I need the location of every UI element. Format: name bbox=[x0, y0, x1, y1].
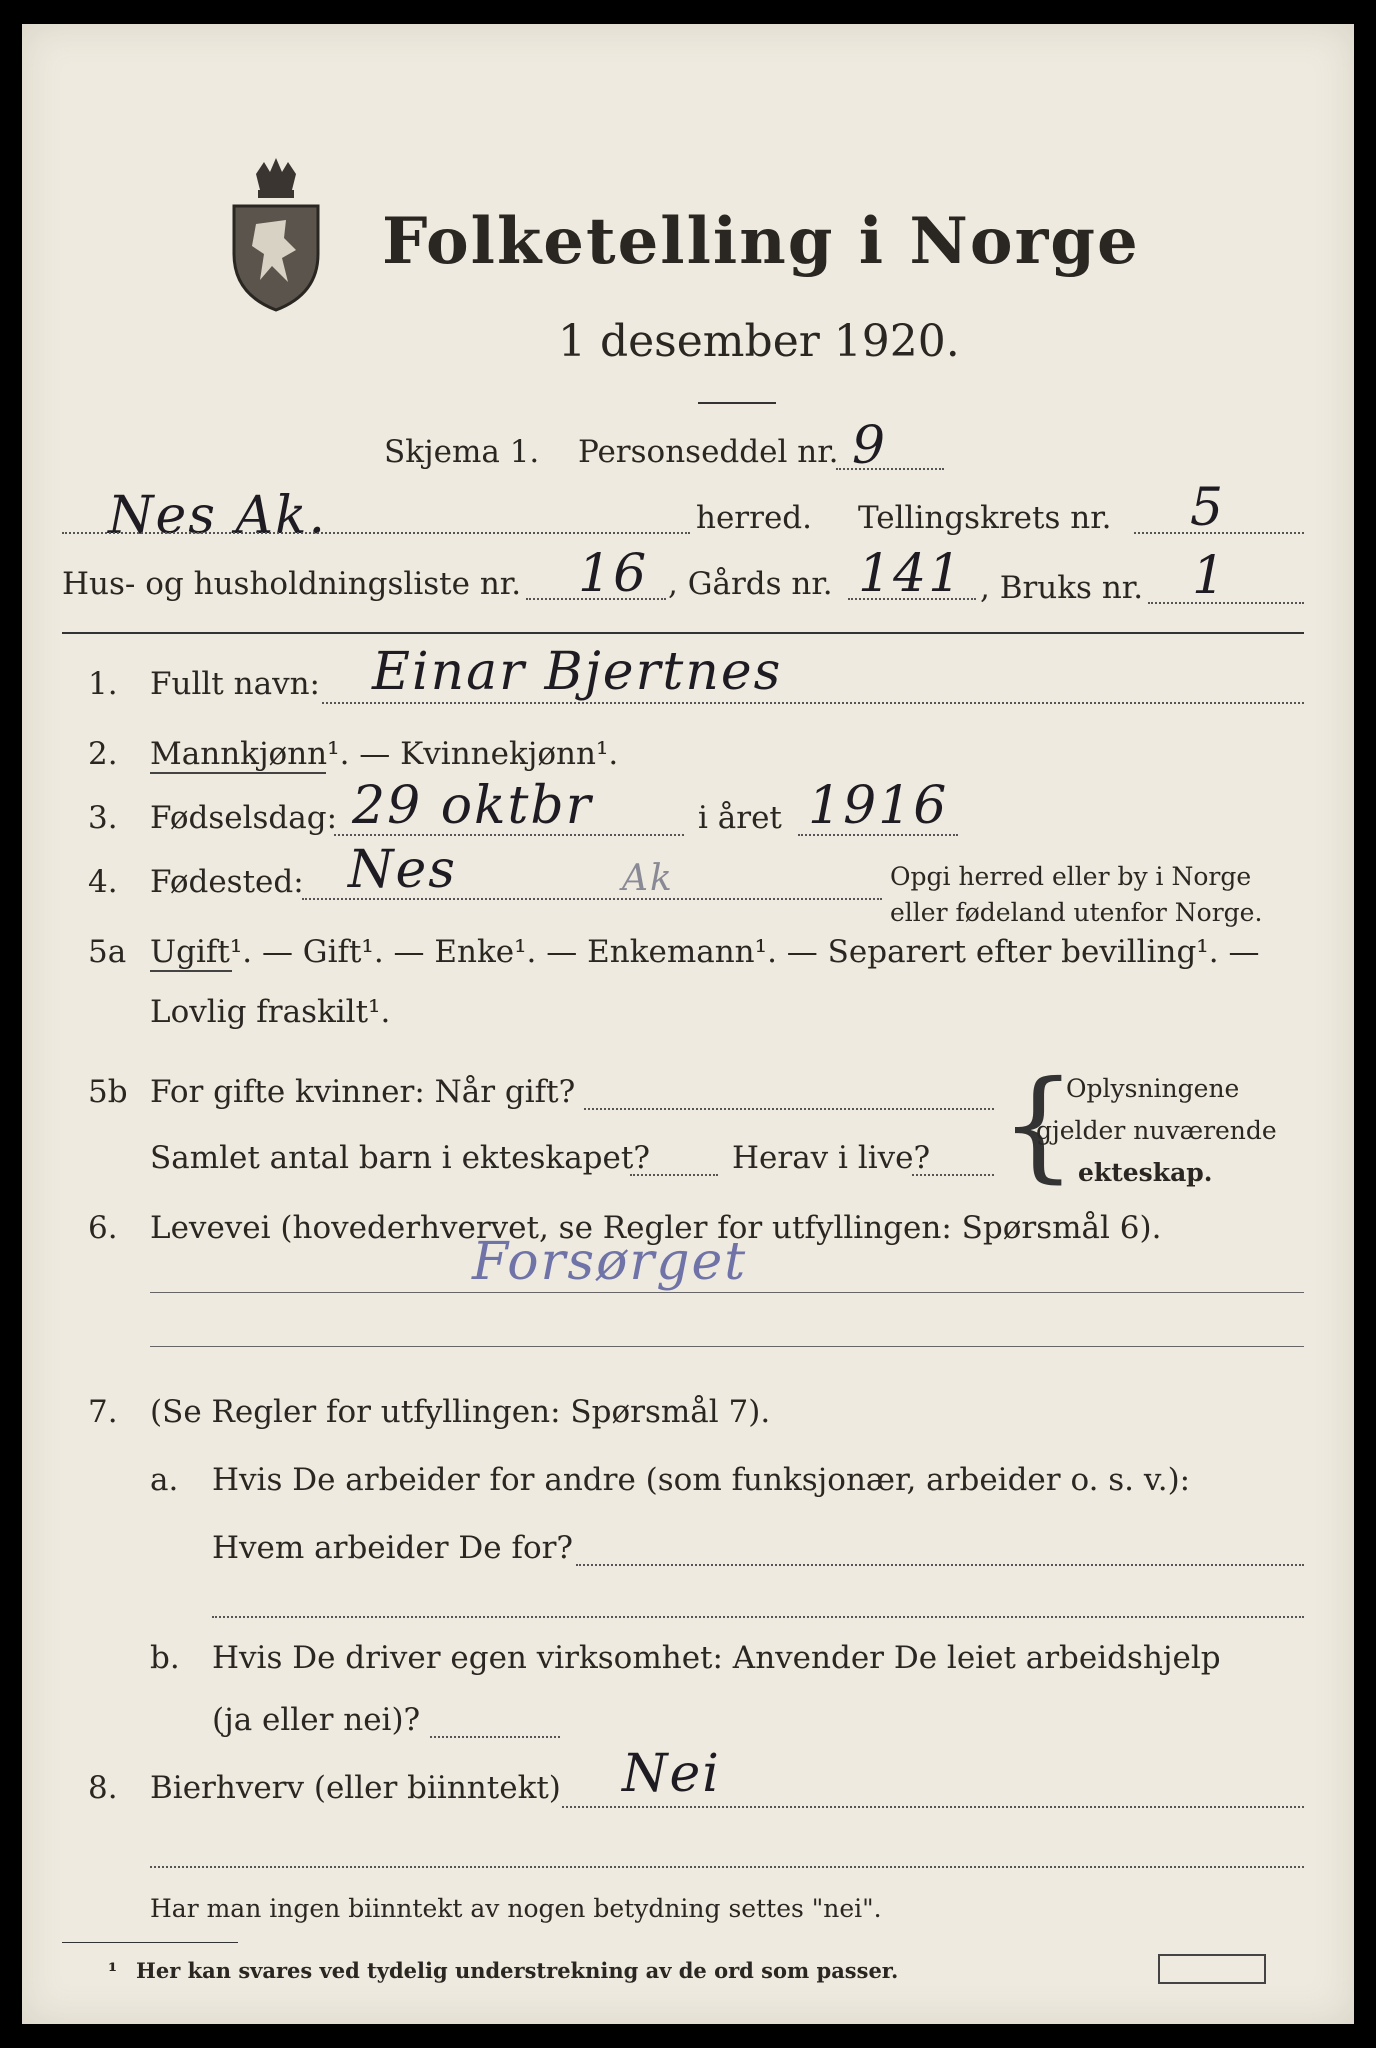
q7a-employer-field[interactable] bbox=[576, 1564, 1304, 1566]
q2-sex-options[interactable]: Mannkjønn¹. — Kvinnekjønn¹. bbox=[150, 736, 619, 772]
q7b-number: b. bbox=[150, 1640, 180, 1676]
q7a-label: Hvis De arbeider for andre (som funksjonær, arbeider o. s. v.): bbox=[212, 1462, 1191, 1498]
person-label: Personseddel nr. bbox=[578, 434, 839, 470]
q3-year-value[interactable]: 1916 bbox=[808, 776, 949, 836]
q2-selected-underline bbox=[150, 772, 326, 774]
q7-label: (Se Regler for utfyllingen: Spørsmål 7). bbox=[150, 1394, 771, 1430]
q6-label: Levevei (hovederhvervet, se Regler for utfyllingen: Spørsmål 6). bbox=[150, 1210, 1162, 1246]
herred-label: herred. bbox=[696, 500, 812, 536]
person-number-value[interactable]: 9 bbox=[852, 416, 888, 476]
printer-stamp-icon bbox=[1158, 1954, 1266, 1984]
title-divider bbox=[698, 402, 776, 404]
q7-number: 7. bbox=[88, 1394, 118, 1430]
q5b-alive-field[interactable] bbox=[912, 1174, 994, 1176]
gards-label: , Gårds nr. bbox=[668, 566, 833, 602]
q5b-note-2: gjelder nuværende bbox=[1036, 1116, 1277, 1145]
q3-label: Fødselsdag: bbox=[150, 800, 338, 836]
bruks-label: , Bruks nr. bbox=[980, 570, 1144, 606]
q4-birthplace-value-2[interactable]: Ak bbox=[622, 858, 674, 899]
q5b-number: 5b bbox=[88, 1074, 128, 1110]
q8-label: Bierhverv (eller biinntekt) bbox=[150, 1770, 561, 1806]
q5a-marital-options-2[interactable]: Lovlig fraskilt¹. bbox=[150, 994, 391, 1030]
q4-number: 4. bbox=[88, 864, 118, 900]
herred-value[interactable]: Nes Ak. bbox=[108, 486, 328, 546]
q4-note-line1: Opgi herred eller by i Norge bbox=[890, 862, 1252, 891]
coat-of-arms-icon bbox=[226, 154, 326, 314]
q3-number: 3. bbox=[88, 800, 118, 836]
q3-birthday-value[interactable]: 29 oktbr bbox=[352, 776, 593, 836]
q5a-marital-options[interactable]: Ugift¹. — Gift¹. — Enke¹. — Enkemann¹. — Separert efter bevilling¹. — bbox=[150, 934, 1260, 970]
q5b-brace: { bbox=[1000, 1056, 1077, 1195]
q1-number: 1. bbox=[88, 666, 118, 702]
form-title: Folketelling i Norge bbox=[382, 204, 1140, 279]
q8-side-income-value[interactable]: Nei bbox=[622, 1744, 721, 1804]
side-income-note: Har man ingen biinntekt av nogen betydning settes "nei". bbox=[150, 1894, 882, 1923]
q5a-number: 5a bbox=[88, 934, 127, 970]
gards-value[interactable]: 141 bbox=[858, 544, 964, 604]
q2-number: 2. bbox=[88, 736, 118, 772]
q5b-note-3: ekteskap. bbox=[1078, 1158, 1213, 1187]
q7b-label: Hvis De driver egen virksomhet: Anvender De leiet arbeidshjelp bbox=[212, 1640, 1221, 1676]
hus-value[interactable]: 16 bbox=[578, 544, 649, 604]
q3-year-label: i året bbox=[698, 800, 782, 836]
census-date: 1 desember 1920. bbox=[558, 316, 960, 367]
krets-label: Tellingskrets nr. bbox=[858, 500, 1112, 536]
census-form-sheet bbox=[22, 24, 1354, 2024]
schema-label: Skjema 1. bbox=[384, 434, 540, 470]
q5a-selected-underline bbox=[150, 970, 232, 972]
q1-label: Fullt navn: bbox=[150, 666, 320, 702]
q7b-label-2: (ja eller nei)? bbox=[212, 1702, 421, 1738]
header-divider bbox=[62, 632, 1304, 634]
footnote-divider bbox=[62, 1942, 238, 1943]
q5b-note-1: Oplysningene bbox=[1066, 1074, 1240, 1103]
krets-value[interactable]: 5 bbox=[1190, 478, 1226, 538]
bruks-value[interactable]: 1 bbox=[1192, 546, 1228, 606]
footnote: Her kan svares ved tydelig understrekning av de ord som passer. bbox=[136, 1958, 899, 1983]
footnote-mark: ¹ bbox=[108, 1958, 118, 1983]
hus-label: Hus- og husholdningsliste nr. bbox=[62, 566, 522, 602]
q4-birthplace-value[interactable]: Nes bbox=[348, 840, 457, 900]
q4-label: Fødested: bbox=[150, 864, 304, 900]
q5b-label-3: Herav i live? bbox=[732, 1140, 931, 1176]
q7b-hired-help-field[interactable] bbox=[430, 1736, 560, 1738]
q6-number: 6. bbox=[88, 1210, 118, 1246]
q1-full-name-value[interactable]: Einar Bjertnes bbox=[372, 642, 783, 702]
q5b-label-2: Samlet antal barn i ekteskapet? bbox=[150, 1140, 650, 1176]
q5b-label: For gifte kvinner: Når gift? bbox=[150, 1074, 576, 1110]
q7a-label-2: Hvem arbeider De for? bbox=[212, 1530, 574, 1566]
q7a-number: a. bbox=[150, 1462, 179, 1498]
q5b-when-married-field[interactable] bbox=[584, 1108, 994, 1110]
q5b-children-field[interactable] bbox=[630, 1174, 718, 1176]
q4-note-line2: eller fødeland utenfor Norge. bbox=[890, 898, 1263, 927]
q8-number: 8. bbox=[88, 1770, 118, 1806]
q6-occupation-value[interactable]: Forsørget bbox=[472, 1232, 748, 1292]
